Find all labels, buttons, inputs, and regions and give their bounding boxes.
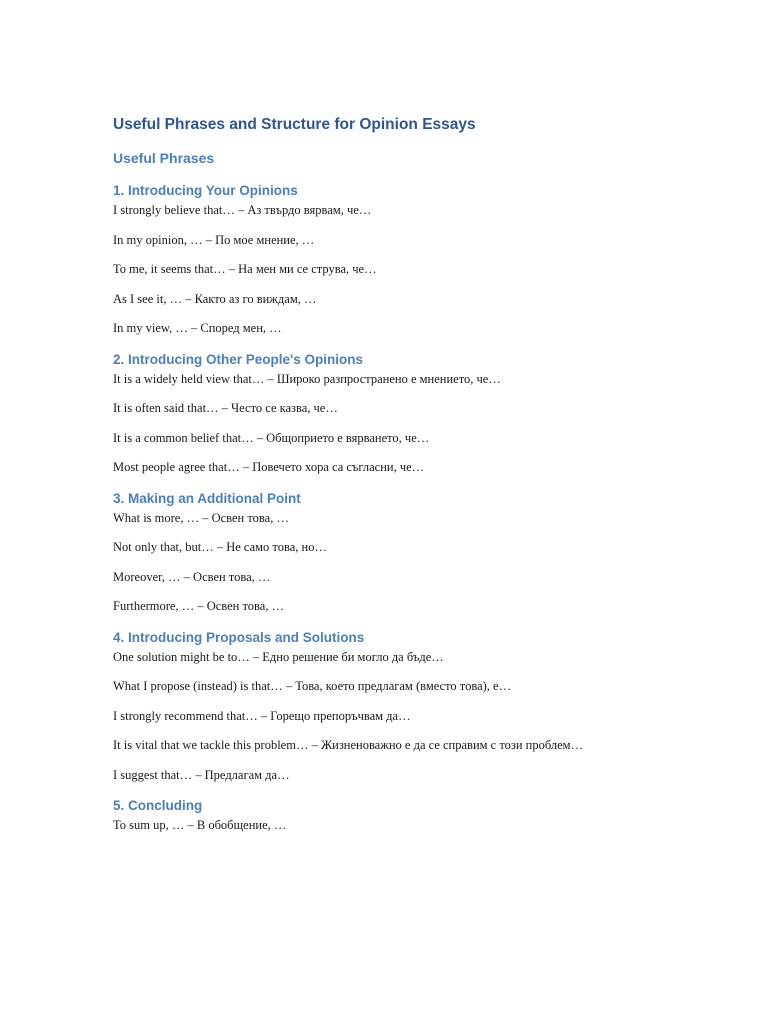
phrase-item: What is more, … – Освен това, … — [113, 510, 289, 525]
section-other-opinions — [113, 349, 673, 477]
section-proposals-solutions — [113, 627, 673, 785]
phrase-item: I suggest that… – Предлагам да… — [113, 767, 290, 782]
section-heading: 1. Introducing Your Opinions — [113, 183, 298, 198]
phrase-item: One solution might be to… – Едно решение би могло да бъде… — [113, 649, 444, 664]
section-concluding — [113, 795, 673, 835]
phrase-item: It is a widely held view that… – Широко разпространено е мнението, че… — [113, 371, 501, 386]
section-heading: 5. Concluding — [113, 798, 203, 813]
phrase-item: To me, it seems that… – На мен ми се струва, че… — [113, 262, 377, 276]
phrase-item: I strongly believe that… – Аз твърдо вярвам, че… — [113, 203, 372, 217]
useful-phrases-heading: Useful Phrases — [113, 150, 215, 166]
phrase-item: To sum up, … – В обобщение, … — [113, 818, 287, 832]
phrase-item: I strongly recommend that… – Горещо препоръчвам да… — [113, 708, 411, 723]
document-title: Useful Phrases and Structure for Opinion Essays — [113, 116, 476, 133]
phrase-item: It is a common belief that… – Общоприето е вярването, че… — [113, 430, 430, 445]
phrase-item: In my view, … – Според мен, … — [113, 321, 282, 335]
phrase-item: What I propose (instead) is that… – Това, което предлагам (вместо това), е… — [113, 679, 512, 693]
phrase-item: Furthermore, … – Освен това, … — [113, 599, 285, 613]
phrase-item: As I see it, … – Както аз го виждам, … — [113, 291, 317, 306]
section-introducing-opinions — [113, 180, 673, 338]
phrase-item: Most people agree that… – Повечето хора са съгласни, че… — [113, 460, 425, 474]
document-page — [113, 113, 673, 846]
phrase-item: It is often said that… – Често се казва, че… — [113, 401, 338, 415]
section-additional-point — [113, 488, 673, 616]
phrase-item: Not only that, but… – Не само това, но… — [113, 540, 327, 554]
section-heading: 2. Introducing Other People's Opinions — [113, 351, 363, 367]
phrase-item: In my opinion, … – По мое мнение, … — [113, 232, 315, 247]
section-heading: 4. Introducing Proposals and Solutions — [113, 629, 365, 645]
phrase-item: It is vital that we tackle this problem… – Жизненоважно е да се справим с този проблем… — [113, 738, 584, 752]
phrase-item: Moreover, … – Освен това, … — [113, 569, 271, 584]
section-heading: 3. Making an Additional Point — [113, 490, 301, 506]
